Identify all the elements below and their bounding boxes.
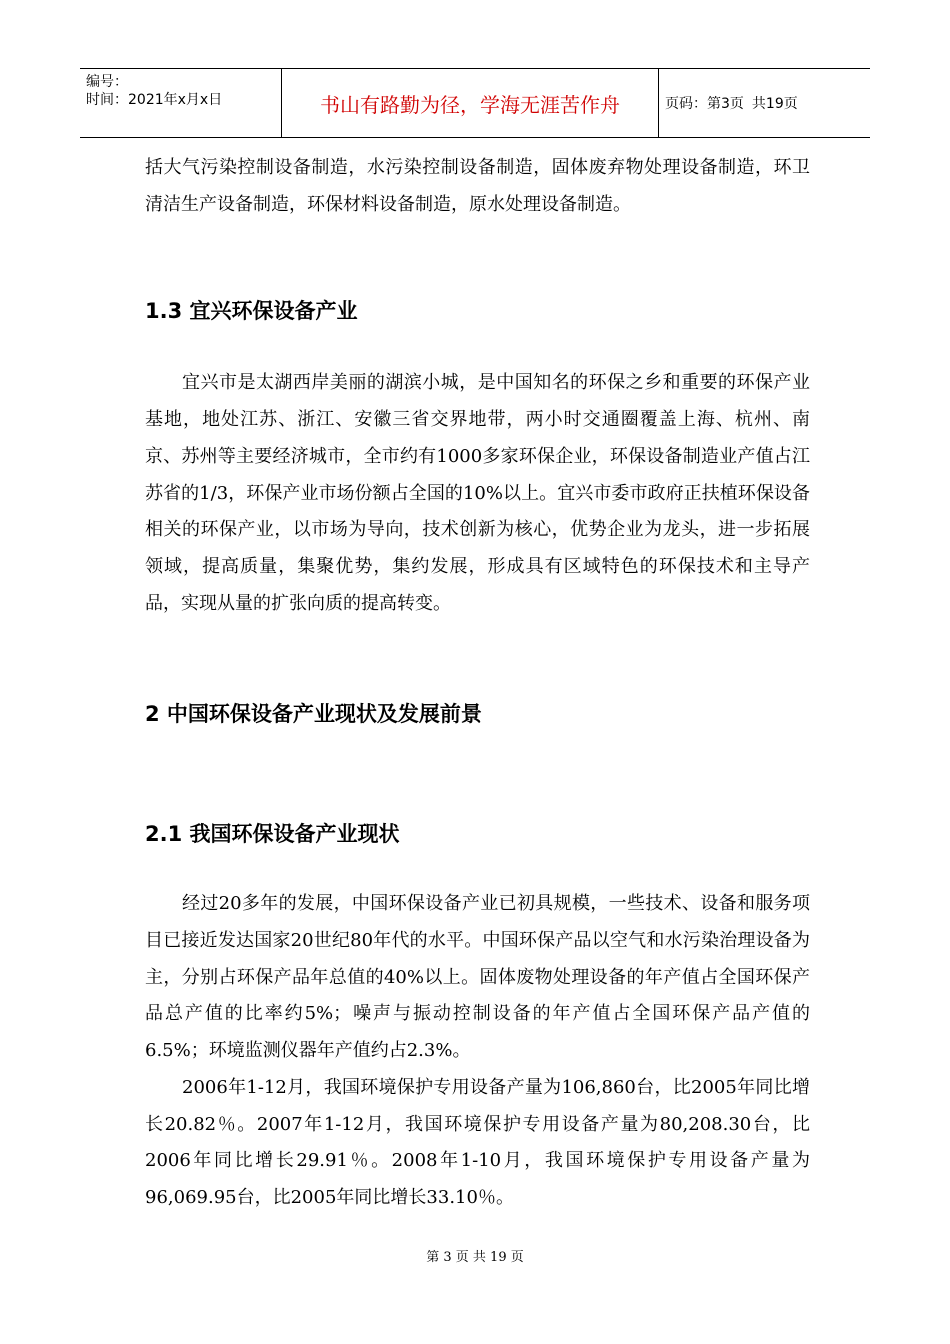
header-page-info (659, 69, 870, 137)
paragraph-1-3: 宜兴市是太湖西岸美丽的湖滨小城，是中国知名的环保之乡和重要的环保产业基地，地处江苏、浙江、安徽三省交界地带，两小时交通圈覆盖上海、杭州、南京、苏州等主要经济城市，全市约有1000多家环保企业，环保设备制造业产值占江苏省的1/3，环保产业市场份额占全国的10%以上。宜兴市委市政府正扶植环保设备相关的环保产业，以市场为导向，技术创新为核心，优势企业为龙头，进一步拓展领域，提高质量，集聚优势，集约发展，形成具有区域特色的环保技术和主导产品，实现从量的扩张向质的提高转变。 (145, 372, 810, 614)
heading-2: 2 中国环保设备产业现状及发展前景 (145, 702, 482, 727)
page-header (80, 68, 870, 138)
header-motto: 书山有路勤为径，学海无涯苦作舟 (282, 69, 659, 137)
header-info-cell (80, 69, 282, 137)
paragraph-intro: 括大气污染控制设备制造，水污染控制设备制造，固体废弃物处理设备制造，环卫清洁生产设备制造，环保材料设备制造，原水处理设备制造。 (145, 157, 810, 215)
paragraph-2-1-a: 经过20多年的发展，中国环保设备产业已初具规模，一些技术、设备和服务项目已接近发达国家20世纪80年代的水平。中国环保产品以空气和水污染治理设备为主，分别占环保产品年总值的40%以上。固体废物处理设备的年产值占全国环保产品总产值的比率约5%；噪声与振动控制设备的年产值占全国环保产品产值的6.5%；环境监测仪器年产值约占2.3%。 (145, 893, 810, 1062)
document-time-label: 时间：2021年x月x日 (86, 92, 223, 108)
paragraph-2-1-b: 2006年1-12月，我国环境保护专用设备产量为106,860台，比2005年同比增长20.82％。2007年1-12月，我国环境保护专用设备产量为80,208.30台，比2006年同比增长29.91％。2008年1-10月，我国环境保护专用设备产量为96,069.95台，比2005年同比增长33.10％。 (145, 1076, 810, 1208)
header-page-total: 共19页 (751, 96, 798, 112)
document-number-label: 编号： (86, 74, 128, 90)
heading-2-1: 2.1 我国环保设备产业现状 (145, 822, 400, 847)
page-footer: 第 3 页 共 19 页 (426, 1250, 524, 1265)
heading-1-3: 1.3 宜兴环保设备产业 (145, 299, 358, 324)
document-body (145, 150, 810, 1217)
header-page-number: 页码：第3页 (665, 96, 744, 112)
